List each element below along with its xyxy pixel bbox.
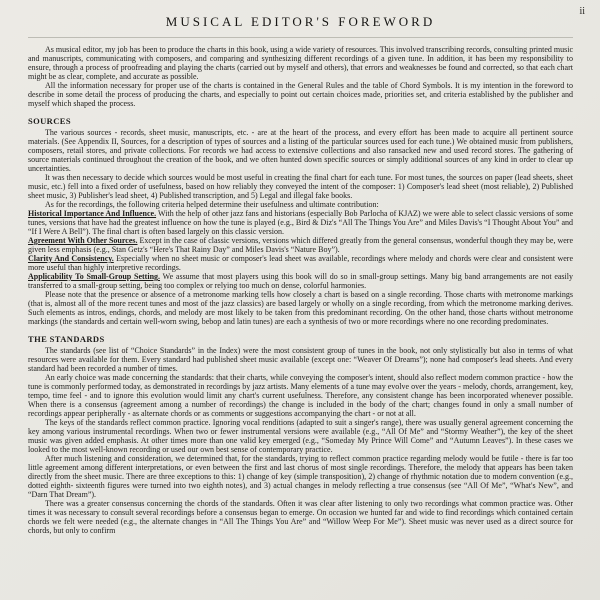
section-heading-standards: THE STANDARDS bbox=[28, 334, 105, 344]
criterion-label: Clarity And Consistency. bbox=[28, 254, 114, 263]
body-paragraph: An early choice was made concerning the standards: that their charts, while conveying the composer's intent, should also reflect modern common practice - how the tune is commonly performed today, as demonstrated in recordings by jazz artists. Many elements of a tune may evolve over the years - melody, chords, arrangement, key, tempo, time feel - and to ignore this evolution would limit any chart's current usefulness. Therefore, any consistent change has been incorporated whenever possible. When there is a consensus (agreement among a number of recordings) the change is included in the body of the chart; changes found in only a small number of recordings appear peripherally - as alternate chords or as comments or suggestions accompanying the chart - or not at all. bbox=[28, 373, 573, 418]
page-title: MUSICAL EDITOR'S FOREWORD bbox=[165, 14, 436, 29]
criterion-paragraph bbox=[28, 236, 573, 254]
body-paragraph: The various sources - records, sheet music, manuscripts, etc. - are at the heart of the process, and every effort has been made to acquire all pertinent source materials. (See Appendix II, Sources, for a description of types of sources and a listing of the particular sources used for each tune.) We obtained music from publishers, composers, retail stores, and private collections. For records we had access to extensive collections and also ransacked new and used record stores. The gathering of source materials continued throughout the creation of the book, and we often hunted down specific sources or simply additional sources of any kind in order to clear up uncertainties. bbox=[28, 128, 573, 173]
body-paragraph: All the information necessary for proper use of the charts is contained in the General Rules and the table of Chord Symbols. It is my intention in the foreword to describe in some detail the process of producing the charts, and especially to point out certain choices made, priorities set, and criteria established by the publisher and myself which shaped the process. bbox=[28, 81, 573, 108]
intro-section bbox=[28, 45, 573, 108]
page-header bbox=[28, 14, 573, 38]
body-paragraph: As for the recordings, the following criteria helped determine their usefulness and ultimate contribution: bbox=[45, 200, 379, 209]
body-paragraph: The keys of the standards reflect common practice. Ignoring vocal renditions (adapted to suit a singer's range), there was usually general agreement concerning the key among various instrumental recordings. When two or fewer instrumental versions were available (e.g., “All Of Me” and “Stormy Weather”), the key of the sheet music was given added emphasis. At other times more than one valid key emerged (e.g., “Someday My Prince Will Come” and “Autumn Leaves”). In these cases we looked to the most well-known recording or used our own best sense of contemporary practice. bbox=[28, 418, 573, 454]
sources-section bbox=[28, 116, 573, 326]
criterion-text: With the help of other jazz fans and historians (especially Bob Parlocha of KJAZ) we were able to select classic versions of some tunes, versions that have had the greatest influence on how the tune is played (e.g., Bird & Diz's “All The Things You Are” and Miles Davis's “I Thought About You” and “If I Were A Bell”). The final chart is often based largely on this classic version. bbox=[28, 209, 574, 236]
criterion-paragraph bbox=[28, 272, 573, 290]
body-paragraph: The standards (see list of “Choice Standards” in the Index) were the most consistent group of tunes in the book, not only stylistically but also in terms of what resources were available for them. Every standard had published sheet music available (except one: “Weaver Of Dreams”); none had composer's lead sheets. And every standard had been recorded a number of times. bbox=[28, 346, 573, 373]
criterion-label: Applicability To Small-Group Setting. bbox=[28, 272, 161, 281]
criterion-label: Historical Importance And Influence. bbox=[28, 209, 157, 218]
page-number: ii bbox=[579, 6, 585, 17]
body-paragraph: It was then necessary to decide which sources would be most useful in creating the final chart for each tune. For most tunes, the sources on paper (lead sheets, sheet music, etc.) fell into a fixed order of usefulness, based on how reliably they conveyed the intent of the composer: 1) Composer's lead sheet (most reliable), 2) Published sheet music, 3) Publisher's lead sheet, 4) Published transcription, and 5) Legal and illegal fake books. bbox=[28, 173, 573, 200]
criterion-text: Except in the case of classic versions, versions which differed greatly from the general consensus, wonderful though they may be, were given less emphasis (e.g., Stan Getz's “Here's That Rainy Day” and Miles Davis's “Nature Boy”). bbox=[28, 236, 573, 254]
section-heading-sources: SOURCES bbox=[28, 116, 71, 126]
criterion-text: Especially when no sheet music or composer's lead sheet was available, recordings where melody and chords were clear and consistent were more useful than highly interpretive recordings. bbox=[28, 254, 574, 272]
body-paragraph: Please note that the presence or absence of a metronome marking tells how closely a chart is based on a single recording. Those charts with metronome markings (that is, almost all of the more recent tunes and most of the jazz classics) are based largely or wholly on a single recording, from which the metronome marking derives. Such elements as intros, endings, chords, and melody are most likely to be taken from this predominant recording. On the other hand, those charts without metronome markings (the standards and certain well-worn swing, bebop and latin tunes) are each a synthesis of two or more recordings where no one recording predominates. bbox=[28, 290, 573, 326]
criterion-paragraph bbox=[28, 254, 573, 272]
standards-section bbox=[28, 334, 573, 535]
criterion-label: Agreement With Other Sources. bbox=[28, 236, 138, 245]
body-paragraph: After much listening and consideration, we determined that, for the standards, trying to reflect common practice regarding melody would be futile - there is far too little agreement among different interpretations, or even between the first and last chorus of most single recordings. Therefore, the melody that appears has been taken directly from the sheet music. There are three exceptions to this: 1) change of key (simple transposition), 2) change of rhythmic notation due to modern convention (e.g., dotted eighth- sixteenth figures were turned into two eighth notes), and 3) actual changes in melody reflecting a true consensus (see “All Of Me”, “What's New”, and “Darn That Dream”). bbox=[28, 454, 573, 499]
body-paragraph: There was a greater consensus concerning the chords of the standards. Often it was clear after listening to only two recordings what common practice was. Other times it was necessary to consult several recordings before a consensus began to emerge. On occasion we hunted far and wide to find recordings which contained certain chords we felt were needed (e.g., the alternate changes in “All The Things You Are” and “Willow Weep For Me”). Sheet music was never used as a direct source for chords, but only to confirm bbox=[28, 499, 573, 535]
criterion-text: We assume that most players using this book will do so in small-group settings. Many big band arrangements are not easily transferred to a small-group setting, being too complex or relying too much on dense, colorful harmonies. bbox=[28, 272, 573, 290]
body-paragraph: As musical editor, my job has been to produce the charts in this book, using a wide variety of resources. This involved transcribing records, consulting printed music and manuscripts, communicating with composers, and comparing and synthesizing different recordings of a given tune. In addition, it has been my responsibility to ensure, through a process of proofreading and playing the charts (carried out by myself and others), that errors and weaknesses be found and corrected, so that each chart might be as clear, complete, and accurate as possible. bbox=[28, 45, 573, 81]
criterion-paragraph bbox=[28, 209, 573, 236]
